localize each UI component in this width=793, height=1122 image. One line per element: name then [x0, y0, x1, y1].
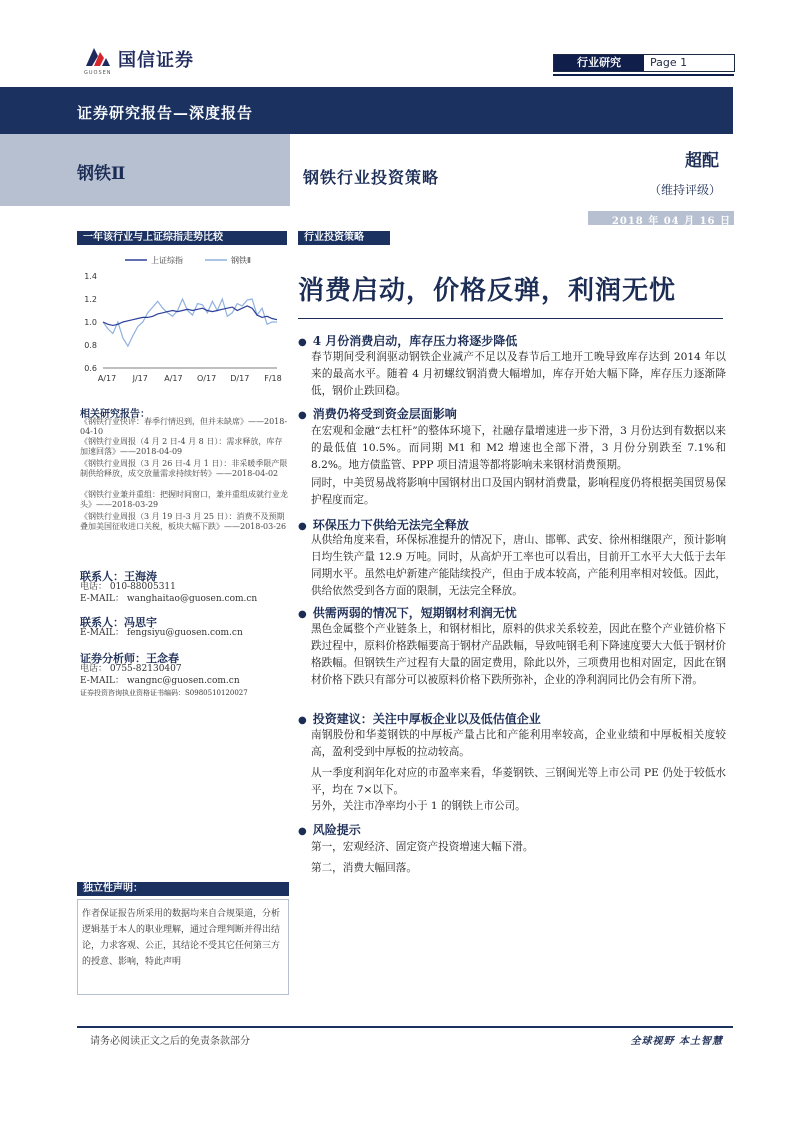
- section-heading: ● 环保压力下供给无法完全释放: [298, 516, 469, 533]
- y-tick-label: 1.2: [84, 295, 97, 304]
- contact-name-1: 联系人：王海涛: [80, 570, 157, 583]
- section-paragraph: 从一季度利润年化对应的市盈率来看，华菱钢铁、三钢闽光等上市公司 PE 仍处于较低水平，均在 7×以下。: [311, 767, 726, 796]
- declaration-text: 作者保证报告所采用的数据均来自合规渠道，分析逻辑基于本人的职业理解，通过合理判断并得出结论，力求客观、公正，其结论不受其它任何第三方的授意、影响，特此声明: [82, 909, 281, 967]
- report-type-title: 证券研究报告—深度报告: [77, 104, 254, 122]
- report-date: 2018 年 04 月 16 日: [611, 216, 731, 227]
- industry-band: [0, 134, 290, 206]
- section-paragraph: 第二，消费大幅回落。: [311, 862, 417, 874]
- section-paragraph: 在宏观和金融“去杠杆”的整体环境下，社融存量增速进一步下滑，3 月份达到有数据以来的最低值 10.5%。而同期 M1 和 M2 增速也全部下滑，3 月份分别跌至 7.1%和 8.2%。地方债监管、PPP 项目清退等都将影响未来钢材消费预期。: [311, 425, 726, 471]
- industry-name: 钢铁Ⅱ: [77, 164, 126, 184]
- x-tick-label: F/18: [264, 374, 282, 383]
- section-paragraph: 同时，中美贸易战将影响中国钢材出口及国内钢材消费量，影响程度仍将根据美国贸易保护程度而定。: [311, 477, 726, 506]
- x-tick-label: J/17: [132, 374, 148, 383]
- related-report-item[interactable]: 《钢铁行业周报（3 月 19 日-3 月 25 日）：消费不及预期叠加美国征收进口关税，板块大幅下跌》——2018-03-26: [80, 512, 287, 531]
- headline-rule: [298, 318, 723, 319]
- page-label: Page 1: [650, 56, 688, 69]
- rating: 超配: [685, 151, 719, 171]
- category-label: 行业研究: [554, 55, 644, 71]
- section-label: 行业投资策略: [298, 231, 390, 245]
- guosen-logo-icon: [84, 44, 112, 68]
- y-tick-label: 0.6: [84, 364, 97, 373]
- analyst-email[interactable]: E-MAIL： wangnc@guosen.com.cn: [80, 676, 240, 686]
- series-line: [103, 299, 277, 346]
- y-tick-label: 1.0: [84, 318, 97, 327]
- footer-rule: [77, 1026, 733, 1028]
- footer-disclaimer: 请务必阅读正文之后的免责条款部分: [90, 1036, 250, 1047]
- x-tick-label: O/17: [197, 374, 217, 383]
- main-headline: 消费启动，价格反弹，利润无忧: [298, 276, 677, 306]
- x-tick-label: A/17: [164, 374, 183, 383]
- top-category-box: [553, 54, 735, 72]
- footer-slogan: 全球视野 本土智慧: [630, 1036, 723, 1047]
- contact-email-2[interactable]: E-MAIL： fengsiyu@guosen.com.cn: [80, 628, 243, 638]
- contact-phone-1: 电话： 010-88005311: [80, 582, 176, 592]
- section-heading: ● 消费仍将受到资金层面影响: [298, 405, 457, 422]
- series-line: [103, 306, 277, 326]
- logo-text: 国信证券: [118, 50, 194, 71]
- related-report-item[interactable]: 《钢铁行业周报（3 月 26 日-4 月 1 日）：非采暖季限产限制供给释放，成交放量需求持续好转》——2018-04-02: [80, 459, 288, 478]
- section-paragraph: 黑色金属整个产业链条上，和钢材相比，原料的供求关系较差，因此在整个产业链价格下跌过程中，原料价格跌幅要高于钢材产品跌幅，导致吨钢毛利下降速度要大大低于钢材价格跌幅。但钢铁生产过程有大量的固定费用，除此以外，三项费用也相对固定，因此在钢材价格下跌只有部分可以被原料价格下跌所弥补，企业的净利润同比仍会有所下滑。: [311, 623, 726, 686]
- trend-chart: [77, 252, 289, 387]
- x-tick-label: D/17: [230, 374, 250, 383]
- section-heading: ● 供需两弱的情况下，短期钢材利润无忧: [298, 604, 517, 621]
- y-tick-label: 0.8: [84, 341, 97, 350]
- section-heading: ● 投资建议：关注中厚板企业以及低估值企业: [298, 710, 541, 727]
- rating-note: （维持评级）: [648, 183, 721, 197]
- contact-name-2: 联系人：冯思宇: [80, 616, 157, 629]
- declaration-title: 独立性声明：: [77, 882, 289, 896]
- contact-email-1[interactable]: E-MAIL： wanghaitao@guosen.com.cn: [80, 594, 258, 604]
- top-rule: [553, 74, 734, 76]
- analyst-phone: 电话： 0755-82130407: [80, 664, 182, 674]
- section-heading: ● 风险提示: [298, 821, 361, 838]
- related-report-item[interactable]: 《钢铁行业周报（4 月 2 日-4 月 8 日）：需求释放，库存加速回落》——2018-04-09: [80, 437, 283, 456]
- x-tick-label: A/17: [97, 374, 117, 383]
- y-tick-label: 1.4: [84, 272, 97, 281]
- analyst-name: 证券分析师：王念春: [80, 652, 179, 665]
- logo-subtext: GUOSEN: [84, 70, 112, 76]
- chart-heading: 一年该行业与上证综指走势比较: [77, 231, 287, 245]
- legend-label: 上证综指: [151, 256, 183, 265]
- section-paragraph: 另外，关注市净率均小于 1 的钢铁上市公司。: [311, 800, 526, 812]
- related-report-item[interactable]: 《钢铁行业兼并重组：把握时间窗口，兼并重组成就行业龙头》——2018-03-29: [80, 490, 288, 509]
- section-paragraph: 南钢股份和华菱钢铁的中厚板产量占比和产能利用率较高，企业业绩和中厚板相关度较高，盈利受到中厚板的拉动较高。: [311, 729, 726, 758]
- section-heading: ● 4 月份消费启动，库存压力将逐步降低: [298, 332, 517, 349]
- report-title: 钢铁行业投资策略: [303, 168, 440, 187]
- section-paragraph: 从供给角度来看，环保标准提升的情况下，唐山、邯郸、武安、徐州相继限产，预计影响日均生铁产量 12.9 万吨。同时，从高炉开工率也可以看出，目前开工水平大大低于去年同期水平。虽然电炉新建产能陆续投产，但由于成本较高，产能利用率相对较低。因此，供给依然受到各方面的限制，无法完全释放。: [311, 534, 726, 597]
- related-report-item[interactable]: 《钢铁行业快评：春季行情迟到，但并未缺席》——2018-04-10: [80, 417, 288, 436]
- section-paragraph: 春节期间受利润驱动钢铁企业减产不足以及春节后工地开工晚导致库存达到 2014 年以来的最高水平。随着 4 月初螺纹钢消费大幅增加，库存开始大幅下降，库存压力逐渐降低，钢价止跌回稳。: [311, 351, 726, 397]
- related-reports-title: 相关研究报告：: [80, 409, 150, 420]
- section-paragraph: 第一，宏观经济、固定资产投资增速大幅下滑。: [311, 841, 534, 853]
- legend-label: 钢铁Ⅱ: [231, 256, 251, 265]
- analyst-license: 证券投资咨询执业资格证书编码：S0980510120027: [80, 689, 248, 697]
